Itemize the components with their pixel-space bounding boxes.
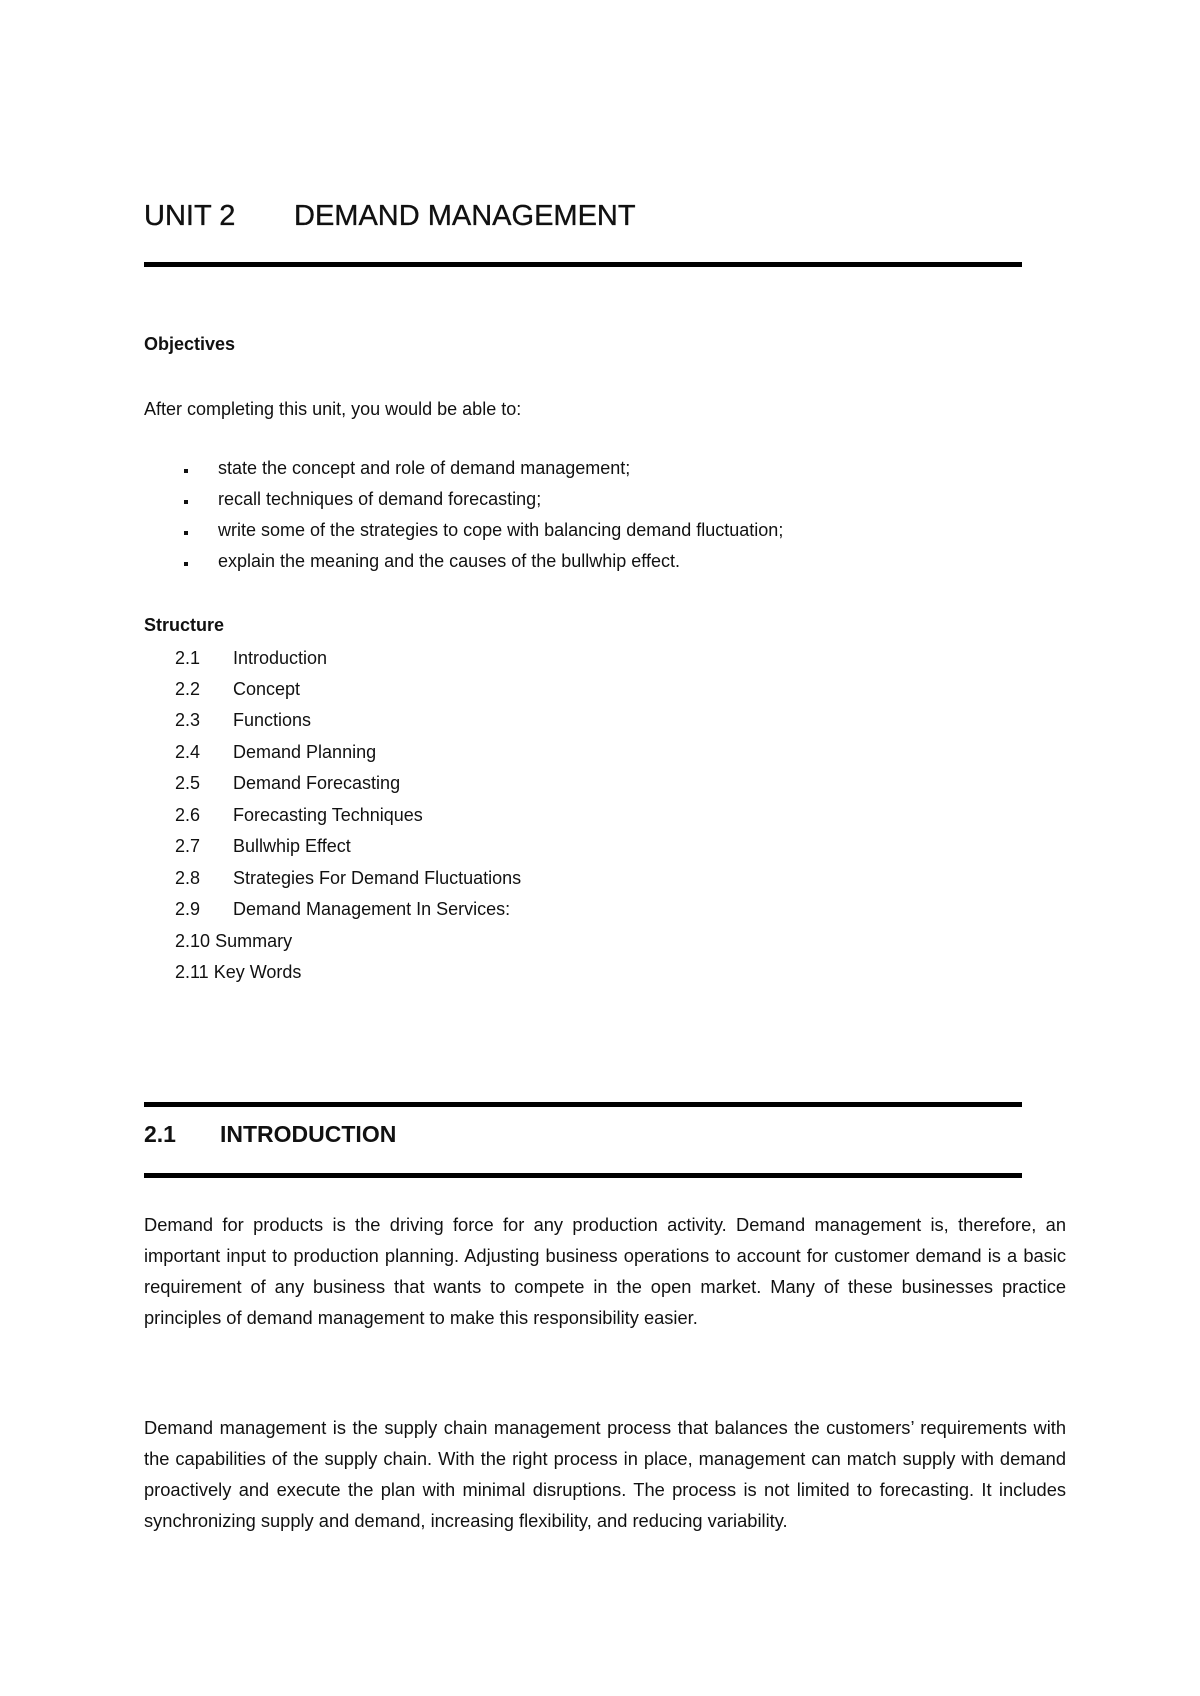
objective-text: write some of the strategies to cope with balancing demand fluctuation;	[218, 520, 784, 540]
structure-item-number: 2.8	[175, 868, 201, 888]
unit-title	[144, 200, 636, 233]
structure-item-title: Strategies For Demand Fluctuations	[233, 868, 522, 888]
intro-paragraph-2: Demand management is the supply chain management process that balances the customers’ requirements with the capabilities of the supply chain. With the right process in place, management can match supply with demand proactively and execute the plan with minimal disruptions. The process is not limited to forecasting. It includes synchronizing supply and demand, increasing flexibility, and reducing variability.	[144, 1417, 1066, 1531]
bullet-icon	[184, 562, 188, 566]
structure-item-title: Demand Management In Services:	[233, 899, 511, 919]
section-heading	[144, 1121, 396, 1148]
objective-text: state the concept and role of demand management;	[218, 458, 631, 478]
structure-item-title: Bullwhip Effect	[233, 836, 351, 856]
unit-number: UNIT 2	[144, 200, 236, 232]
unit-name: DEMAND MANAGEMENT	[294, 200, 636, 232]
bullet-icon	[184, 500, 188, 504]
structure-item-number: 2.6	[175, 805, 201, 825]
structure-item-title: Demand Planning	[233, 742, 377, 762]
structure-item-title: Demand Forecasting	[233, 773, 401, 793]
structure-item-title: Concept	[233, 679, 301, 699]
structure-heading: Structure	[144, 615, 225, 635]
structure-item-number: 2.2	[175, 679, 201, 699]
objective-text: recall techniques of demand forecasting;	[218, 489, 542, 509]
structure-item-number: 2.9	[175, 899, 201, 919]
structure-item-number: 2.4	[175, 742, 201, 762]
bullet-icon	[184, 469, 188, 473]
structure-item-number: 2.5	[175, 773, 201, 793]
intro-paragraph-1: Demand for products is the driving force for any production activity. Demand management is, therefore, an important input to production planning. Adjusting business operations to account for customer demand is a basic requirement of any business that wants to compete in the open market. Many of these businesses practice principles of demand management to make this responsibility easier.	[144, 1214, 1066, 1328]
structure-item-combined	[175, 962, 301, 983]
structure-item-number: 2.11	[175, 962, 209, 982]
section-rule-bottom	[144, 1173, 1022, 1178]
structure-item-title: Forecasting Techniques	[233, 805, 423, 825]
section-title: INTRODUCTION	[220, 1121, 397, 1147]
structure-item-number: 2.10	[175, 931, 211, 951]
structure-item-title: Functions	[233, 710, 312, 730]
structure-item-number: 2.3	[175, 710, 201, 730]
structure-item-number: 2.7	[175, 836, 201, 856]
structure-item-title: Summary	[215, 931, 293, 951]
bullet-icon	[184, 531, 188, 535]
objectives-heading: Objectives	[144, 334, 236, 354]
objective-text: explain the meaning and the causes of the bullwhip effect.	[218, 551, 680, 571]
structure-item-title: Introduction	[233, 648, 328, 668]
section-rule-top	[144, 1102, 1022, 1107]
title-rule	[144, 262, 1022, 267]
structure-item-combined	[175, 931, 292, 952]
structure-item-title: Key Words	[213, 962, 302, 982]
structure-item-number: 2.1	[175, 648, 201, 668]
section-number: 2.1	[144, 1121, 176, 1147]
objectives-intro: After completing this unit, you would be able to:	[144, 399, 522, 419]
